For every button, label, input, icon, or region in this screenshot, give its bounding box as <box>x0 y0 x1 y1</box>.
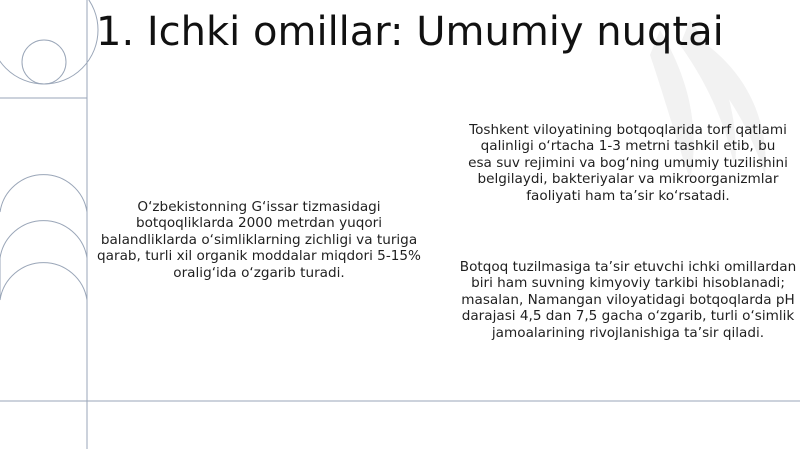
left-paragraph: O‘zbekistonning G‘issar tizmasidagi botqoqliklarda 2000 metrdan yuqori balandliklarda o‘simliklarning zichligi va turiga qarab, turli xil organik moddalar miqdori 5-15% oralig‘ida o‘zgarib turadi. <box>97 199 421 281</box>
arch-outline-1 <box>0 221 87 300</box>
small-circle-outline <box>22 40 66 84</box>
arch-outline-3 <box>0 175 87 212</box>
right-paragraph-top: Toshkent viloyatining botqoqlarida torf qatlami qalinligi o‘rtacha 1-3 metrni tashkil etib, bu esa suv rejimini va bog‘ning umumiy tuzilishini belgilaydi, bakteriyalar va mikroorganizmlar faoliyati ham ta’sir ko‘rsatadi. <box>468 122 788 204</box>
slide-title: 1. Ichki omillar: Umumiy nuqtai <box>96 9 724 55</box>
arch-outline-2 <box>0 263 87 300</box>
right-paragraph-bottom: Botqoq tuzilmasiga ta’sir etuvchi ichki omillardan biri ham suvning kimyoviy tarkibi hisoblanadi; masalan, Namangan viloyatidagi botqoqlarda pH darajasi 4,5 dan 7,5 gacha o‘zgarib, turli o‘simlik jamoalarining rivojlanishiga ta’sir qiladi. <box>459 259 797 341</box>
large-circle-outline <box>0 0 98 84</box>
